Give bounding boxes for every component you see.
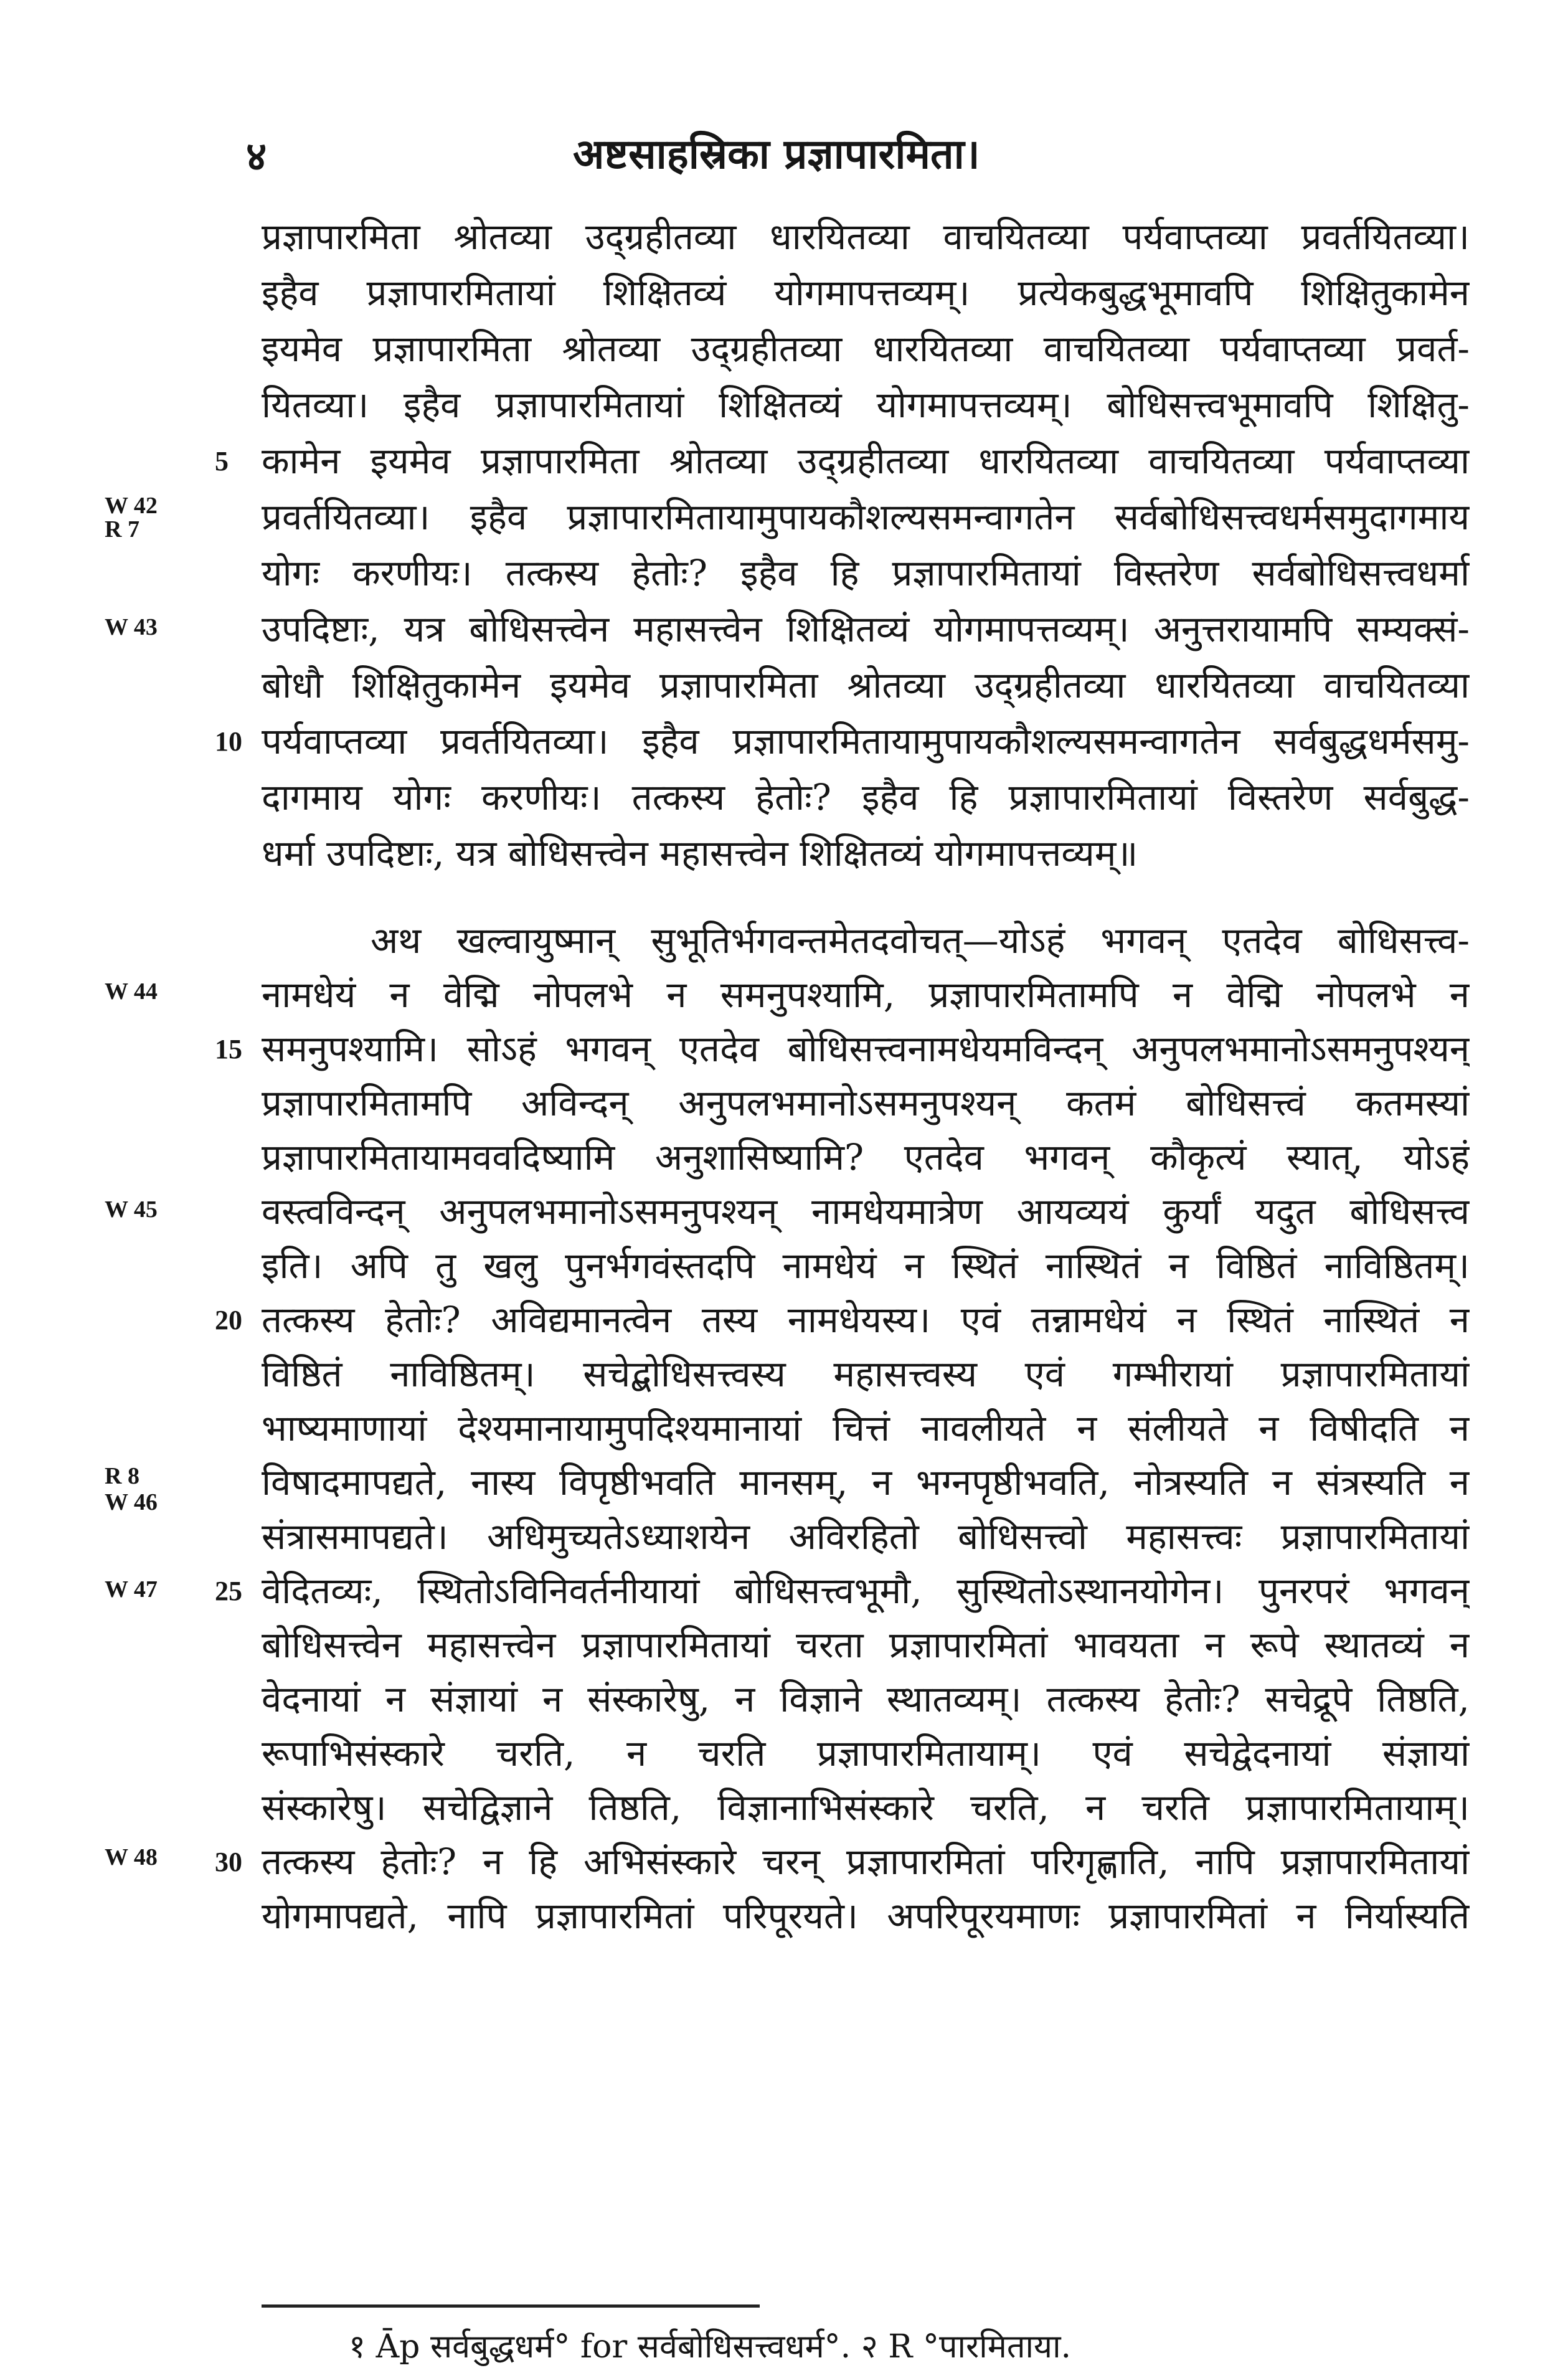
margin-note: W 44 bbox=[105, 978, 158, 1005]
margin-note: R 8 bbox=[105, 1463, 139, 1489]
page-title: अष्टसाहस्रिका प्रज्ञापारमिता। bbox=[573, 130, 980, 178]
margin-note: R 7 bbox=[105, 516, 139, 542]
text-line: प्रज्ञापारमितामपि अविन्दन् अनुपलभमानोऽसमनुपश्यन् कतमं बोधिसत्त्वं कतमस्यां bbox=[262, 1082, 1470, 1124]
margin-note: W 48 bbox=[105, 1844, 158, 1870]
line-number: 30 bbox=[215, 1847, 242, 1877]
page-number: ४ bbox=[246, 133, 267, 180]
text-line: संस्कारेषु। सचेद्विज्ञाने तिष्ठति, विज्ञानाभिसंस्कारे चरति, न चरति प्रज्ञापारमितायाम्। bbox=[262, 1786, 1470, 1829]
text-line: उपदिष्टाः, यत्र बोधिसत्त्वेन महासत्त्वेन शिक्षितव्यं योगमापत्तव्यम्। अनुत्तरायामपि सम्यक्सं- bbox=[262, 608, 1470, 650]
margin-note: W 43 bbox=[105, 614, 158, 640]
line-number: 5 bbox=[215, 446, 229, 476]
text-line: धर्मा उपदिष्टाः, यत्र बोधिसत्त्वेन महासत्त्वेन शिक्षितव्यं योगमापत्तव्यम्॥ bbox=[262, 832, 1138, 874]
margin-note: W 45 bbox=[105, 1196, 158, 1223]
line-number: 15 bbox=[215, 1034, 242, 1064]
text-line: प्रज्ञापारमितायामववदिष्यामि अनुशासिष्यामि? एतदेव भगवन् कौकृत्यं स्यात्, योऽहं bbox=[262, 1136, 1470, 1178]
text-line: विषादमापद्यते, नास्य विपृष्ठीभवति मानसम्, न भग्नपृष्ठीभवति, नोत्रस्यति न संत्रस्यति न bbox=[262, 1461, 1470, 1504]
text-line: योगमापद्यते, नापि प्रज्ञापारमितां परिपूरयते। अपरिपूरयमाणः प्रज्ञापारमितां न निर्यास्यति bbox=[262, 1895, 1470, 1937]
text-line: अथ खल्वायुष्मान् सुभूतिर्भगवन्तमेतदवोचत्—योऽहं भगवन् एतदेव बोधिसत्त्व- bbox=[371, 919, 1470, 962]
margin-note: W 42 bbox=[105, 493, 158, 519]
text-line: वस्त्वविन्दन् अनुपलभमानोऽसमनुपश्यन् नामधेयमात्रेण आयव्ययं कुर्यां यदुत बोधिसत्त्व bbox=[262, 1190, 1470, 1233]
text-line: पर्यवाप्तव्या प्रवर्तयितव्या। इहैव प्रज्ञापारमितायामुपायकौशल्यसमन्वागतेन सर्वबुद्धधर्मसमु- bbox=[262, 720, 1470, 762]
text-line: बोधिसत्त्वेन महासत्त्वेन प्रज्ञापारमितायां चरता प्रज्ञापारमितां भावयता न रूपे स्थातव्यं न bbox=[262, 1624, 1470, 1666]
text-line: इयमेव प्रज्ञापारमिता श्रोतव्या उद्ग्रहीतव्या धारयितव्या वाचयितव्या पर्यवाप्तव्या प्रवर्त- bbox=[262, 328, 1470, 370]
text-line: समनुपश्यामि। सोऽहं भगवन् एतदेव बोधिसत्त्वनामधेयमविन्दन् अनुपलभमानोऽसमनुपश्यन् bbox=[262, 1028, 1470, 1070]
text-line: योगः करणीयः। तत्कस्य हेतोः? इहैव हि प्रज्ञापारमितायां विस्तरेण सर्वबोधिसत्त्वधर्मा bbox=[262, 552, 1470, 594]
text-line: इहैव प्रज्ञापारमितायां शिक्षितव्यं योगमापत्तव्यम्। प्रत्येकबुद्धभूमावपि शिक्षितुकामेन bbox=[262, 272, 1470, 314]
text-line: वेदितव्यः, स्थितोऽविनिवर्तनीयायां बोधिसत्त्वभूमौ, सुस्थितोऽस्थानयोगेन। पुनरपरं भगवन् bbox=[262, 1570, 1470, 1612]
line-number: 25 bbox=[215, 1576, 242, 1606]
text-line: नामधेयं न वेद्मि नोपलभे न समनुपश्यामि, प्रज्ञापारमितामपि न वेद्मि नोपलभे न bbox=[262, 973, 1470, 1016]
text-line: रूपाभिसंस्कारे चरति, न चरति प्रज्ञापारमितायाम्। एवं सचेद्वेदनायां संज्ञायां bbox=[262, 1732, 1470, 1774]
margin-note: W 46 bbox=[105, 1489, 158, 1515]
margin-note: W 47 bbox=[105, 1576, 158, 1603]
text-line: वेदनायां न संज्ञायां न संस्कारेषु, न विज्ञाने स्थातव्यम्। तत्कस्य हेतोः? सचेद्रूपे तिष्ठति, bbox=[262, 1678, 1470, 1720]
text-line: तत्कस्य हेतोः? अविद्यमानत्वेन तस्य नामधेयस्य। एवं तन्नामधेयं न स्थितं नास्थितं न bbox=[262, 1299, 1470, 1341]
text-line: विष्ठितं नाविष्ठितम्। सचेद्बोधिसत्त्वस्य महासत्त्वस्य एवं गम्भीरायां प्रज्ञापारमितायां bbox=[262, 1353, 1470, 1395]
text-line: इति। अपि तु खलु पुनर्भगवंस्तदपि नामधेयं न स्थितं नास्थितं न विष्ठितं नाविष्ठितम्। bbox=[262, 1244, 1470, 1287]
footnote-divider bbox=[262, 2304, 760, 2308]
text-line: भाष्यमाणायां देश्यमानायामुपदिश्यमानायां चित्तं नावलीयते न संलीयते न विषीदति न bbox=[262, 1407, 1470, 1449]
line-number: 20 bbox=[215, 1305, 242, 1335]
line-number: 10 bbox=[215, 726, 242, 757]
text-line: यितव्या। इहैव प्रज्ञापारमितायां शिक्षितव्यं योगमापत्तव्यम्। बोधिसत्त्वभूमावपि शिक्षितु- bbox=[262, 384, 1470, 426]
text-line: प्रज्ञापारमिता श्रोतव्या उद्ग्रहीतव्या धारयितव्या वाचयितव्या पर्यवाप्तव्या प्रवर्तयितव्या। bbox=[262, 216, 1470, 258]
text-line: बोधौ शिक्षितुकामेन इयमेव प्रज्ञापारमिता श्रोतव्या उद्ग्रहीतव्या धारयितव्या वाचयितव्या bbox=[262, 664, 1470, 706]
text-line: संत्रासमापद्यते। अधिमुच्यतेऽध्याशयेन अविरहितो बोधिसत्त्वो महासत्त्वः प्रज्ञापारमितायां bbox=[262, 1515, 1470, 1558]
footnote: १ Āp सर्वबुद्धधर्म° for सर्वबोधिसत्त्वधर्म°. २ R °पारमिताया. bbox=[349, 2328, 1072, 2366]
text-line: तत्कस्य हेतोः? न हि अभिसंस्कारे चरन् प्रज्ञापारमितां परिगृह्णाति, नापि प्रज्ञापारमितायां bbox=[262, 1840, 1470, 1883]
text-line: प्रवर्तयितव्या। इहैव प्रज्ञापारमितायामुपायकौशल्यसमन्वागतेन सर्वबोधिसत्त्वधर्मसमुदागमाय bbox=[262, 496, 1470, 538]
text-line: कामेन इयमेव प्रज्ञापारमिता श्रोतव्या उद्ग्रहीतव्या धारयितव्या वाचयितव्या पर्यवाप्तव्या bbox=[262, 440, 1470, 482]
text-line: दागमाय योगः करणीयः। तत्कस्य हेतोः? इहैव हि प्रज्ञापारमितायां विस्तरेण सर्वबुद्ध- bbox=[262, 776, 1470, 818]
